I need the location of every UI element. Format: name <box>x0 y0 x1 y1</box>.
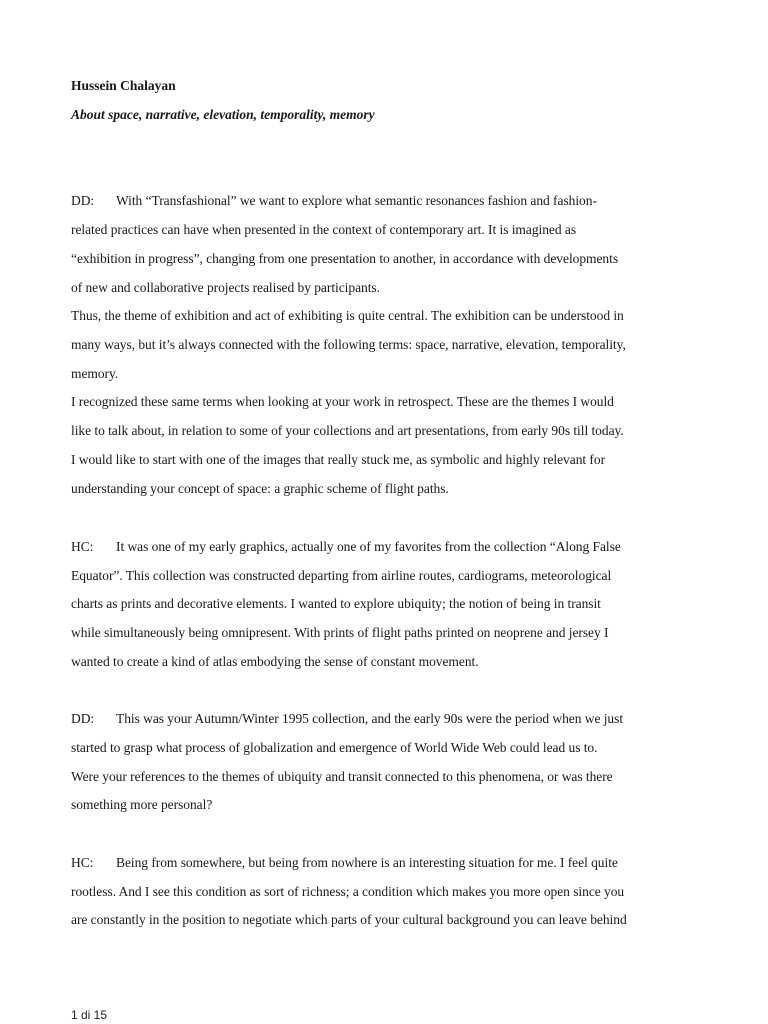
text-line <box>71 539 621 555</box>
line-text: wanted to create a kind of atlas embodying the sense of constant movement. <box>71 654 479 669</box>
speaker-label: DD: <box>71 711 95 726</box>
text-line <box>71 222 576 238</box>
line-text: while simultaneously being omnipresent. With prints of flight paths printed on neoprene and jersey I <box>71 625 609 640</box>
document-subtitle: About space, narrative, elevation, temporality, memory <box>71 107 375 122</box>
line-text: “exhibition in progress”, changing from one presentation to another, in accordance with developments <box>71 251 619 266</box>
line-text: are constantly in the position to negotiate which parts of your cultural background you can leave behind <box>71 912 627 927</box>
text-line <box>71 423 624 439</box>
text-line <box>71 912 627 928</box>
line-text: I recognized these same terms when looking at your work in retrospect. These are the themes I would <box>71 394 614 409</box>
line-text: It was one of my early graphics, actually one of my favorites from the collection “Along False <box>116 539 621 554</box>
line-text: something more personal? <box>71 797 213 812</box>
line-text: With “Transfashional” we want to explore what semantic resonances fashion and fashion- <box>116 193 597 208</box>
line-text: This was your Autumn/Winter 1995 collection, and the early 90s were the period when we just <box>116 711 624 726</box>
line-text: rootless. And I see this condition as sort of richness; a condition which makes you more open since you <box>71 884 625 899</box>
text-line <box>71 481 449 497</box>
text-line <box>71 394 614 410</box>
text-line <box>71 366 118 382</box>
page-number: 1 di 15 <box>71 1008 108 1022</box>
line-text: related practices can have when presented in the context of contemporary art. It is imagined as <box>71 222 577 237</box>
text-line <box>71 884 624 900</box>
text-line <box>71 452 605 468</box>
text-line <box>71 308 624 324</box>
text-line <box>71 193 597 209</box>
line-text: charts as prints and decorative elements. I wanted to explore ubiquity; the notion of being in transit <box>71 596 601 611</box>
line-text: many ways, but it’s always connected with the following terms: space, narrative, elevation, temporality, <box>71 337 626 352</box>
text-line <box>71 337 626 353</box>
line-text: memory. <box>71 366 119 381</box>
text-line <box>71 769 613 785</box>
text-line <box>71 797 212 813</box>
line-text: Equator”. This collection was constructed departing from airline routes, cardiograms, meteorological <box>71 568 612 583</box>
text-line <box>71 740 597 756</box>
line-text: started to grasp what process of globalization and emergence of World Wide Web could lead us to. <box>71 740 598 755</box>
text-line <box>71 596 601 612</box>
author-name: Hussein Chalayan <box>71 78 176 93</box>
line-text: Thus, the theme of exhibition and act of exhibiting is quite central. The exhibition can be understood in <box>71 308 624 323</box>
speaker-label: HC: <box>71 855 94 870</box>
speaker-label: DD: <box>71 193 95 208</box>
line-text: Were your references to the themes of ubiquity and transit connected to this phenomena, or was there <box>71 769 613 784</box>
text-line <box>71 280 380 296</box>
text-line <box>71 251 618 267</box>
text-line <box>71 711 623 727</box>
text-line <box>71 654 479 670</box>
text-line <box>71 625 608 641</box>
speaker-label: HC: <box>71 539 94 554</box>
line-text: understanding your concept of space: a graphic scheme of flight paths. <box>71 481 449 496</box>
text-line <box>71 855 618 871</box>
line-text: Being from somewhere, but being from nowhere is an interesting situation for me. I feel quite <box>116 855 618 870</box>
line-text: like to talk about, in relation to some of your collections and art presentations, from early 90s till today. <box>71 423 624 438</box>
line-text: of new and collaborative projects realised by participants. <box>71 280 380 295</box>
text-line <box>71 568 611 584</box>
line-text: I would like to start with one of the images that really stuck me, as symbolic and highly relevant for <box>71 452 606 467</box>
